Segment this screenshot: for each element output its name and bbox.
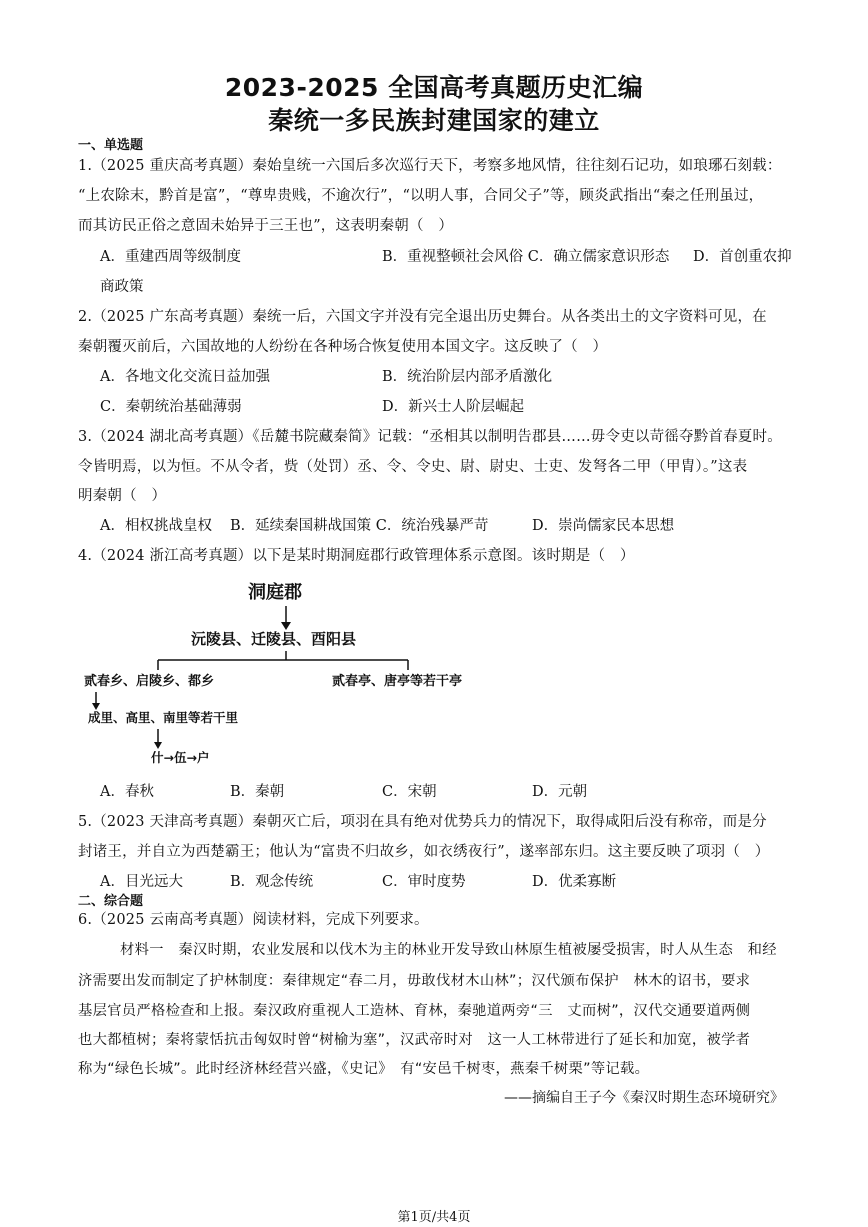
q6-material-line: 基层官员严格检查和上报。秦汉政府重视人工造林、育林，秦驰道两旁“三 丈而树”，汉代交通要道两侧 xyxy=(78,1003,751,1019)
q5-option-b: B．观念传统 xyxy=(230,874,314,890)
diagram-townships-label: 贰春乡、启陵乡、都乡 xyxy=(84,674,215,689)
q4-option-d: D．元朝 xyxy=(532,784,588,800)
q4-option-c: C．宋朝 xyxy=(382,784,437,800)
q2-option-d: D．新兴士人阶层崛起 xyxy=(382,399,525,415)
q5-stem-line: 5.（2023 天津高考真题）秦朝灭亡后，项羽在具有绝对优势兵力的情况下，取得咸阳后没有称帝，而是分 xyxy=(78,814,767,830)
q1-stem-line: 1.（2025 重庆高考真题）秦始皇统一六国后多次巡行天下，考察多地风情，往往刻石记功，如琅琊石刻载： xyxy=(78,158,782,174)
q3-stem-line: 明秦朝（ ） xyxy=(78,488,167,504)
arrow-down-icon xyxy=(281,622,291,630)
q6-material-line: 也大都植树；秦将蒙恬抗击匈奴时曾“树榆为塞”，汉武帝时对 这一人工林带进行了延长和加宽，被学者 xyxy=(78,1032,751,1048)
section-heading-single-choice: 一、单选题 xyxy=(78,138,144,153)
q2-option-a: A．各地文化交流日益加强 xyxy=(100,369,270,385)
q1-option-d-continued: 商政策 xyxy=(100,279,144,295)
arrow-down-icon xyxy=(154,742,162,749)
q2-stem-line: 秦朝覆灭前后，六国故地的人纷纷在各种场合恢复使用本国文字。这反映了（ ） xyxy=(78,339,608,355)
diagram-villages-label: 成里、高里、南里等若干里 xyxy=(88,710,239,725)
administrative-hierarchy-diagram xyxy=(78,572,508,772)
diagram-household-label: 什→伍→户 xyxy=(151,750,210,765)
diagram-pavilions-label: 贰春亭、唐亭等若干亭 xyxy=(332,674,463,689)
q5-stem-line: 封诸王，并自立为西楚霸王；他认为“富贵不归故乡，如衣绣夜行”，遂率部东归。这主要反映了项羽（ ） xyxy=(78,844,770,860)
page-footer: 第1页/共4页 xyxy=(397,1210,471,1225)
q1-stem-line: 而其访民正俗之意固未始异于三王也”，这表明秦朝（ ） xyxy=(78,218,454,234)
q4-stem-line: 4.（2024 浙江高考真题）以下是某时期洞庭郡行政管理体系示意图。该时期是（ ） xyxy=(78,548,635,564)
q3-stem-line: 令皆明焉，以为恒。不从令者，赀（处罚）丞、令、令史、尉、尉史、士吏、发弩各二甲（甲胄）。”这表 xyxy=(78,459,748,475)
q6-material-line: 济需要出发而制定了护林制度：秦律规定“春二月，毋敢伐材木山林”；汉代颁布保护 林木的诏书，要求 xyxy=(78,973,751,989)
q5-option-a: A．目光远大 xyxy=(100,874,183,890)
q1-option-b-c: B．重视整顿社会风俗 C．确立儒家意识形态 xyxy=(382,249,670,265)
q6-material-line: 称为“绿色长城”。此时经济林经营兴盛，《史记》 有“安邑千树枣，燕秦千树栗”等记载。 xyxy=(78,1061,650,1077)
arrow-down-icon xyxy=(92,703,100,710)
diagram-counties-label: 沅陵县、迁陵县、酉阳县 xyxy=(191,630,357,648)
q1-option-d: D．首创重农抑 xyxy=(693,249,792,265)
q1-option-a: A．重建西周等级制度 xyxy=(100,249,241,265)
q5-option-c: C．审时度势 xyxy=(382,874,466,890)
q4-option-a: A．春秋 xyxy=(100,784,154,800)
q3-option-d: D．崇尚儒家民本思想 xyxy=(532,518,675,534)
q6-material-line: 材料一 秦汉时期，农业发展和以伐木为主的林业开发导致山林原生植被屡受损害，时人从生态 和经 xyxy=(120,942,777,958)
q5-option-d: D．优柔寡断 xyxy=(532,874,617,890)
q3-option-b-c: B．延续秦国耕战国策 C．统治残暴严苛 xyxy=(230,518,489,534)
q6-stem-line: 6.（2025 云南高考真题）阅读材料，完成下列要求。 xyxy=(78,912,429,928)
q2-option-b: B．统治阶层内部矛盾激化 xyxy=(382,369,553,385)
document-title: 2023-2025 全国高考真题历史汇编 xyxy=(224,73,644,102)
section-heading-comprehensive: 二、综合题 xyxy=(78,894,144,909)
q3-option-a: A．相权挑战皇权 xyxy=(100,518,212,534)
q6-material-source: ——摘编自王子今《秦汉时期生态环境研究》 xyxy=(504,1090,784,1106)
q1-stem-line: “上农除末，黔首是富”，“尊卑贵贱，不逾次行”，“以明人事，合同父子”等，顾炎武指出“秦之任刑虽过， xyxy=(78,188,764,204)
q2-stem-line: 2.（2025 广东高考真题）秦统一后，六国文字并没有完全退出历史舞台。从各类出土的文字资料可见，在 xyxy=(78,309,767,325)
q2-option-c: C．秦朝统治基础薄弱 xyxy=(100,399,242,415)
q4-option-b: B．秦朝 xyxy=(230,784,285,800)
document-subtitle: 秦统一多民族封建国家的建立 xyxy=(268,106,600,135)
diagram-commandery-label: 洞庭郡 xyxy=(248,582,302,603)
q3-stem-line: 3.（2024 湖北高考真题）《岳麓书院藏秦简》记载：“丞相其以制明告郡县……毋令吏以苛徭夺黔首春夏时。 xyxy=(78,429,782,445)
